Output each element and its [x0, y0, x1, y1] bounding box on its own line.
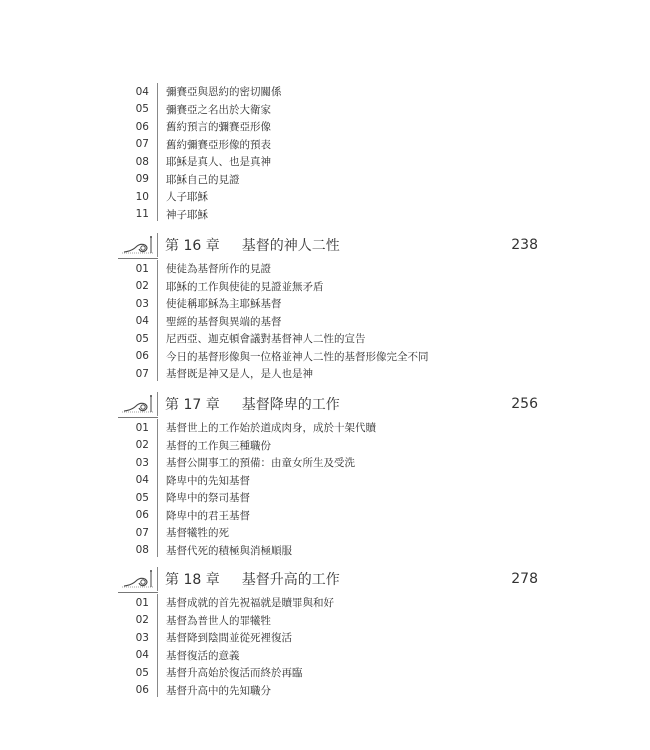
- toc-chapter-18: [118, 567, 538, 699]
- toc-chapter-16: [118, 233, 538, 383]
- entry-title: 舊約彌賽亞形像的預表: [166, 138, 271, 151]
- entry-number: 06: [135, 509, 149, 522]
- chapter-ornament-icon: [120, 569, 154, 589]
- toc-entry[interactable]: [118, 348, 538, 366]
- entry-number: 02: [135, 614, 149, 627]
- toc-continued-section: [118, 83, 538, 223]
- entry-number: 04: [135, 649, 149, 662]
- chapter-title: 基督的神人二性: [241, 238, 340, 254]
- toc-entry[interactable]: [118, 472, 538, 490]
- chapter-page-number: 238: [511, 237, 538, 253]
- entry-title: 聖經的基督與異端的基督: [166, 315, 282, 328]
- chapter-number: 第 18 章: [165, 572, 220, 588]
- entry-number: 02: [135, 439, 149, 452]
- entry-title: 基督為普世人的罪犧牲: [166, 614, 271, 627]
- toc-entry[interactable]: [118, 278, 538, 296]
- entry-title: 尼西亞、迦克頓會議對基督神人二性的宣告: [166, 333, 366, 346]
- entry-number: 10: [135, 190, 149, 203]
- chapter-heading[interactable]: [118, 233, 538, 257]
- entry-title: 基督公開事工的預備：由童女所生及受洗: [166, 457, 355, 470]
- toc-entry[interactable]: [118, 454, 538, 472]
- toc-entry[interactable]: [118, 542, 538, 560]
- section-list: [118, 594, 538, 699]
- chapter-ornament-icon: [120, 394, 154, 414]
- toc-entry[interactable]: [118, 489, 538, 507]
- entry-number: 04: [135, 474, 149, 487]
- entry-number: 08: [135, 544, 149, 557]
- entry-title: 神子耶穌: [166, 208, 208, 221]
- toc-entry[interactable]: [118, 647, 538, 665]
- entry-number: 01: [135, 421, 149, 434]
- entry-number: 08: [135, 155, 149, 168]
- entry-title: 基督既是神又是人，是人也是神: [166, 368, 313, 381]
- toc-entry[interactable]: [118, 330, 538, 348]
- toc-entry[interactable]: [118, 188, 538, 206]
- entry-number: 09: [135, 173, 149, 186]
- chapter-ornament-icon: [120, 235, 154, 255]
- toc-entry[interactable]: [118, 612, 538, 630]
- toc-entry[interactable]: [118, 629, 538, 647]
- chapter-number: 第 16 章: [165, 238, 220, 254]
- toc-entry[interactable]: [118, 365, 538, 383]
- entry-title: 基督升高始於復活而終於再臨: [166, 667, 303, 680]
- toc-entry[interactable]: [118, 682, 538, 700]
- entry-title: 基督世上的工作始於道成肉身，成於十架代贖: [166, 422, 376, 435]
- entry-number: 04: [135, 315, 149, 328]
- entry-number: 05: [135, 103, 149, 116]
- toc-chapter-17: [118, 392, 538, 559]
- entry-number: 06: [135, 120, 149, 133]
- entry-number: 05: [135, 332, 149, 345]
- entry-number: 01: [135, 262, 149, 275]
- entry-title: 降卑中的君王基督: [166, 509, 250, 522]
- entry-title: 降卑中的先知基督: [166, 474, 250, 487]
- chapter-page-number: 256: [511, 396, 538, 412]
- chapter-heading[interactable]: [118, 567, 538, 591]
- chapter-heading[interactable]: [118, 392, 538, 416]
- toc-entry[interactable]: [118, 313, 538, 331]
- chapter-number: 第 17 章: [165, 397, 220, 413]
- entry-title: 降卑中的祭司基督: [166, 492, 250, 505]
- toc-entry[interactable]: [118, 507, 538, 525]
- section-list: [118, 260, 538, 383]
- chapter-page-number: 278: [511, 571, 538, 587]
- entry-title: 基督成就的首先祝福就是贖罪與和好: [166, 597, 334, 610]
- toc-entry[interactable]: [118, 524, 538, 542]
- toc-entry[interactable]: [118, 594, 538, 612]
- entry-number: 07: [135, 526, 149, 539]
- entry-title: 耶穌自己的見證: [166, 173, 240, 186]
- toc-entry[interactable]: [118, 101, 538, 119]
- toc-entry[interactable]: [118, 171, 538, 189]
- section-list: [118, 83, 538, 223]
- entry-number: 03: [135, 631, 149, 644]
- toc-entry[interactable]: [118, 118, 538, 136]
- entry-title: 舊約預言的彌賽亞形像: [166, 121, 271, 134]
- entry-title: 基督升高中的先知職分: [166, 684, 271, 697]
- entry-number: 01: [135, 596, 149, 609]
- entry-title: 人子耶穌: [166, 191, 208, 204]
- toc-entry[interactable]: [118, 206, 538, 224]
- entry-title: 耶穌是真人、也是真神: [166, 156, 271, 169]
- toc-entry[interactable]: [118, 83, 538, 101]
- entry-title: 彌賽亞之名出於大衛家: [166, 103, 271, 116]
- entry-number: 05: [135, 666, 149, 679]
- toc-entry[interactable]: [118, 295, 538, 313]
- entry-title: 使徒為基督所作的見證: [166, 263, 271, 276]
- entry-number: 06: [135, 350, 149, 363]
- entry-number: 06: [135, 684, 149, 697]
- toc-entry[interactable]: [118, 664, 538, 682]
- entry-title: 耶穌的工作與使徒的見證並無矛盾: [166, 280, 324, 293]
- entry-number: 11: [135, 208, 149, 221]
- entry-number: 04: [135, 85, 149, 98]
- entry-title: 使徒稱耶穌為主耶穌基督: [166, 298, 282, 311]
- toc-entry[interactable]: [118, 136, 538, 154]
- toc-entry[interactable]: [118, 260, 538, 278]
- entry-title: 基督的工作與三種職份: [166, 439, 271, 452]
- chapter-title: 基督降卑的工作: [241, 397, 340, 413]
- entry-title: 今日的基督形像與一位格並神人二性的基督形像完全不同: [166, 350, 429, 363]
- entry-title: 彌賽亞與恩約的密切關係: [166, 86, 282, 99]
- section-list: [118, 419, 538, 559]
- entry-title: 基督犧牲的死: [166, 527, 229, 540]
- entry-number: 07: [135, 367, 149, 380]
- entry-number: 05: [135, 491, 149, 504]
- toc-entry[interactable]: [118, 437, 538, 455]
- toc-entry[interactable]: [118, 419, 538, 437]
- chapter-title: 基督升高的工作: [241, 572, 340, 588]
- entry-number: 07: [135, 138, 149, 151]
- entry-number: 03: [135, 297, 149, 310]
- entry-title: 基督降到陰間並從死裡復活: [166, 632, 292, 645]
- entry-number: 03: [135, 456, 149, 469]
- entry-title: 基督復活的意義: [166, 649, 240, 662]
- entry-number: 02: [135, 280, 149, 293]
- toc-entry[interactable]: [118, 153, 538, 171]
- entry-title: 基督代死的積極與消極順服: [166, 544, 292, 557]
